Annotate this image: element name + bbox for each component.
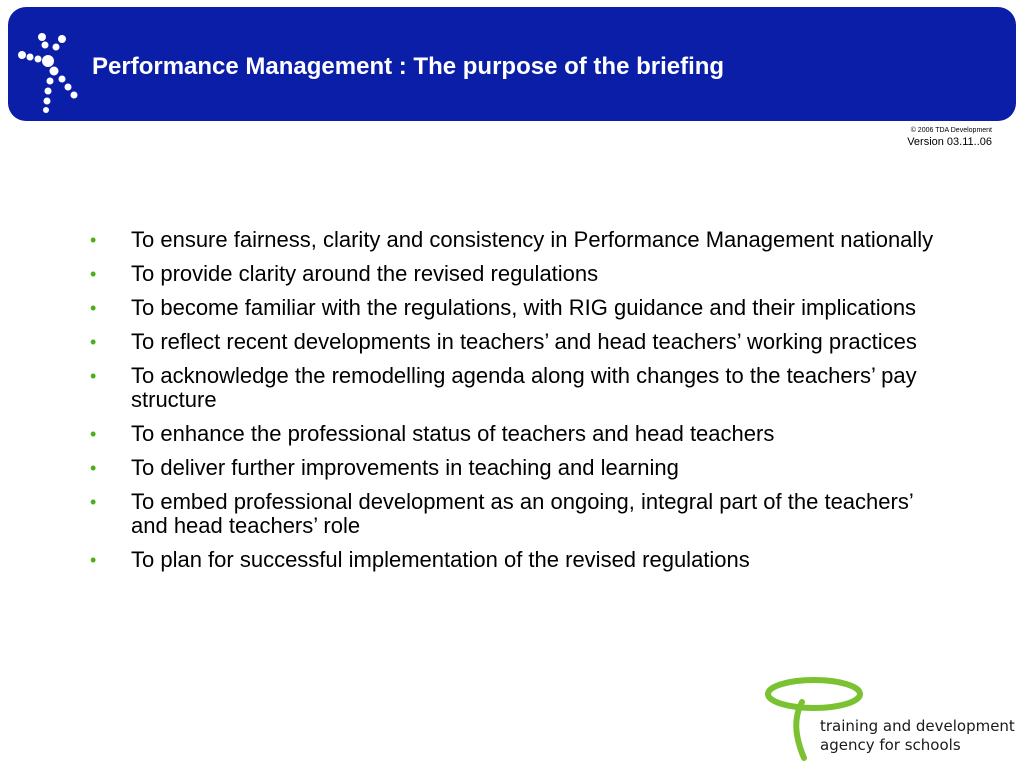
header-bar (8, 7, 1016, 121)
page-title: Performance Management : The purpose of the briefing (92, 53, 725, 80)
bullet-item (90, 456, 950, 480)
bullet-icon: • (90, 332, 97, 352)
bullet-text: To acknowledge the remodelling agenda along with changes to the teachers’ pay structure (131, 363, 917, 412)
footer-logo-line1: training and development (820, 717, 1015, 735)
bullet-item (90, 490, 950, 538)
bullet-icon: • (90, 458, 97, 478)
bullet-text: To become familiar with the regulations, with RIG guidance and their implications (131, 295, 917, 320)
bullet-text: To plan for successful implementation of the revised regulations (131, 547, 750, 572)
bullet-text: To deliver further improvements in teaching and learning (131, 455, 679, 480)
footer-logo-line2: agency for schools (820, 736, 961, 754)
bullet-icon: • (90, 424, 97, 444)
bullet-item (90, 228, 950, 252)
bullet-icon: • (90, 492, 97, 512)
bullet-icon: • (90, 298, 97, 318)
footer-logo-text (820, 717, 1015, 755)
bullet-text: To ensure fairness, clarity and consistency in Performance Management nationally (131, 227, 934, 252)
version-info (907, 126, 992, 149)
copyright-text: © 2006 TDA Development (910, 127, 992, 134)
bullet-icon: • (90, 550, 97, 570)
dotted-star-figure-icon (18, 27, 86, 115)
bullet-icon: • (90, 230, 97, 250)
bullet-item (90, 296, 950, 320)
bullet-icon: • (90, 366, 97, 386)
bullet-item (90, 262, 950, 286)
bullet-text: To provide clarity around the revised regulations (131, 261, 599, 286)
bullet-item (90, 364, 950, 412)
bullet-item (90, 330, 950, 354)
bullet-list (90, 228, 950, 582)
bullet-icon: • (90, 264, 97, 284)
bullet-text: To reflect recent developments in teachers’ and head teachers’ working practices (131, 329, 917, 354)
bullet-item (90, 422, 950, 446)
bullet-text: To embed professional development as an ongoing, integral part of the teachers’ and head teachers’ role (131, 489, 913, 538)
bullet-item (90, 548, 950, 572)
version-text: Version 03.11..06 (907, 136, 992, 148)
bullet-text: To enhance the professional status of teachers and head teachers (131, 421, 775, 446)
